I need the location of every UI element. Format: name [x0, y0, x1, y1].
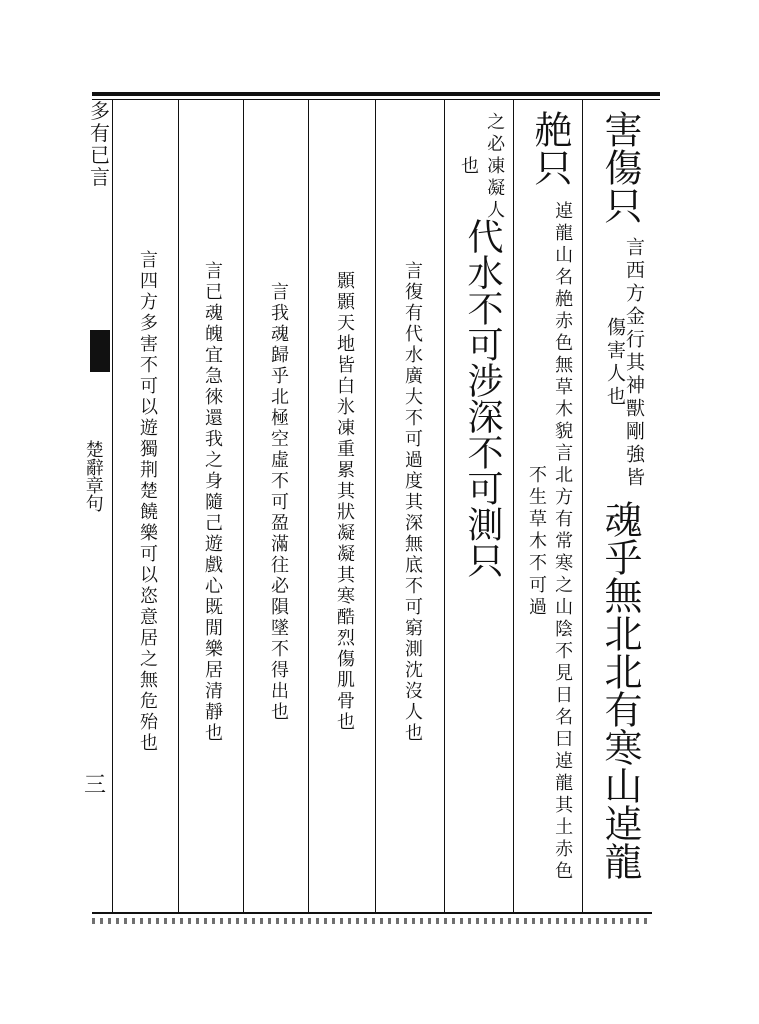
commentary-text: 逴龍山名赩赤色無草木貌言北方有常寒之山陰不見日名曰逴龍其土赤色不生草木不可過	[526, 201, 574, 883]
commentary-text: 之必凍凝人也	[458, 112, 506, 222]
column-divider	[582, 100, 583, 912]
main-text: 害傷只	[598, 110, 642, 224]
column-divider	[243, 100, 244, 912]
commentary-text: 言四方多害不可以遊獨荆楚饒樂可以恣意居之無危殆也	[137, 250, 159, 754]
text-column-2	[522, 110, 578, 189]
commentary-text: 顥顥天地皆白氷凍重累其狀凝凝其寒酷烈傷肌骨也	[334, 271, 356, 733]
commentary-column-1	[600, 228, 648, 507]
commentary-text: 言我魂歸乎北極空虛不可盈滿往必隕墜不得出也	[268, 281, 290, 723]
column-divider	[375, 100, 376, 912]
edge-title-text: 楚辭章句	[82, 440, 104, 512]
text-column-6	[250, 112, 306, 901]
left-margin-glyphs: 多有已言	[90, 99, 110, 189]
commentary-text: 言復有代水廣大不可過度其深無底不可窮測沈沒人也	[402, 260, 424, 744]
text-column-4	[382, 112, 442, 901]
commentary-text: 言西方金行其神獸剛強皆傷害人也	[604, 236, 645, 490]
text-column-7	[184, 112, 240, 901]
main-text: 代水不可涉深不可測只	[462, 218, 503, 578]
column-divider	[308, 100, 309, 912]
text-column-5	[316, 112, 372, 901]
edge-title	[82, 440, 103, 512]
fish-tail-block	[90, 330, 110, 372]
bottom-border-dots	[92, 918, 652, 924]
bottom-border	[92, 912, 652, 914]
left-margin-text	[90, 100, 112, 188]
text-column-3	[452, 112, 510, 231]
folio-number: 三	[84, 773, 107, 798]
commentary-text: 言已魂魄宜急徠還我之身隨己遊戲心既閒樂居清靜也	[202, 260, 224, 744]
main-text: 赩只	[528, 110, 572, 186]
main-column-3	[454, 218, 510, 581]
text-column-1	[592, 110, 648, 227]
top-border-thick	[92, 92, 660, 96]
column-divider	[513, 100, 514, 912]
main-text: 魂乎無北北有寒山逴龍	[598, 500, 642, 880]
commentary-text	[108, 540, 128, 541]
commentary-column-2	[520, 192, 578, 901]
text-column-8	[118, 112, 176, 901]
column-divider	[444, 100, 445, 912]
column-divider	[178, 100, 179, 912]
column-divider	[112, 100, 113, 912]
main-column-1b	[592, 500, 648, 883]
